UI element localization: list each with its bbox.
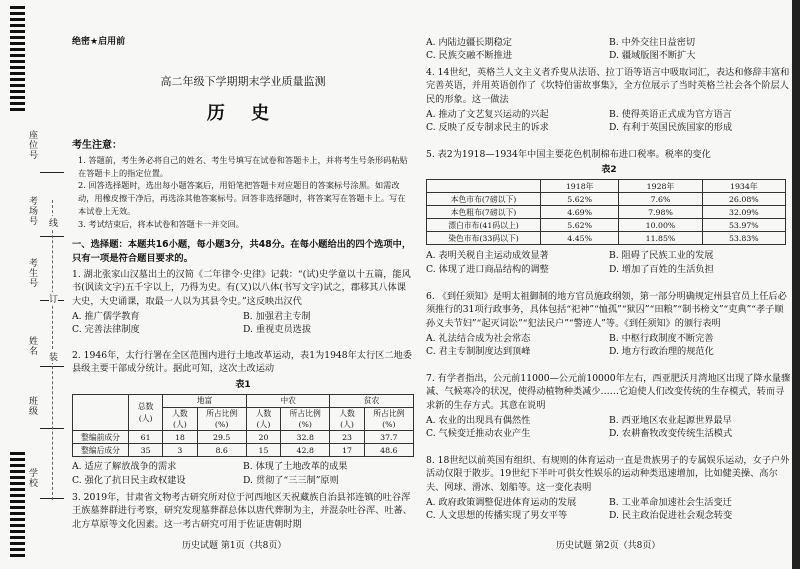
option-c[interactable]: C. 反映了反专制求民主的诉求 — [426, 122, 549, 134]
option-c[interactable]: C. 君主专制制度达到顶峰 — [426, 346, 531, 358]
school-label: 学校 — [27, 468, 37, 488]
option-c[interactable]: C. 民族交融不断推进 — [426, 50, 513, 62]
option-a[interactable]: A. 农业的出现具有偶然性 — [426, 415, 531, 427]
option-b[interactable]: B. 体现了土地改革的成果 — [243, 461, 348, 473]
table-header: 地富 — [163, 394, 247, 407]
option-b[interactable]: B. 阻碍了民族工业的发展 — [609, 250, 714, 262]
table-row: 整编前成分 61 18 29.5 20 32.8 23 37.7 — [73, 431, 414, 444]
option-b[interactable]: B. 中外交往日益密切 — [609, 37, 696, 48]
question-3-options — [426, 36, 792, 63]
table-header: 中农 — [246, 394, 330, 407]
option-a[interactable]: A. 政府政策调整促进体育运动的发展 — [426, 497, 577, 509]
student-no-label: 考生号 — [27, 258, 37, 288]
question-stem: 7. 有学者指出，公元前11000—公元前10000年左右，西亚肥沃月湾地区出现了降水量骤减、气候寒冷的状况，使得动植物种类减少……它迫使人们改变传统的生存模式，转而寻求新的生存方式。其意在说明 — [426, 373, 791, 411]
table-caption: 表1 — [235, 379, 251, 390]
question-1 — [72, 268, 414, 337]
question-4 — [426, 66, 792, 135]
option-c[interactable]: C. 强化了抗日民主政权建设 — [72, 474, 186, 486]
question-5 — [426, 148, 792, 276]
option-b[interactable]: B. 西亚地区农业起源世界最早 — [609, 415, 732, 427]
page-footer: 历史试题 第1页（共8页） — [182, 541, 287, 551]
table-header: 1934年 — [702, 180, 785, 193]
question-stem: 2. 1946年，太行行署在全区范围内进行土地改革运动，表1为1948年太行区二地委县级主要干部成分统计。据此可知，这次土改运动 — [72, 350, 412, 375]
notice-item: 1. 答题前，考生务必将自己的姓名、考生号填写在试卷和答题卡上，并将考生号条形码粘贴在答题卡上的指定位置。 — [78, 155, 408, 178]
options — [72, 310, 414, 337]
option-a[interactable]: A. 推广儒学教育 — [72, 311, 140, 323]
table-row: 漂白市布(41码以上) 5.62% 10.00% 53.97% — [427, 219, 786, 232]
section-heading: 一、选择题：本题共16小题，每小题3分，共48分。在每小题给出的四个选项中，只有一项是符合题目要求的。 — [72, 239, 412, 264]
question-stem: 1. 湖北张家山汉墓出土的汉简《二年律令·史律》记载：“(试)史学童以十五篇，能风书(讽读文字)五千字以上，乃得为史。有(又)以八体(书写文字)试之，郡移其八体课大史，大史诵课，取最一人以为其县令史。”这反映出汉代 — [72, 269, 411, 307]
option-d[interactable]: D. 增加了百姓的生活负担 — [609, 263, 714, 275]
option-d[interactable]: D. 地方行政治理的规范化 — [609, 346, 714, 358]
options — [426, 249, 792, 276]
option-a[interactable]: A. 内陆边疆长期稳定 — [426, 37, 512, 48]
table-row: 本色市布(7磅以下) 5.62% 7.6% 26.08% — [427, 193, 786, 206]
table-subheader: 人数(人) — [330, 407, 364, 431]
table-subheader: 所占比例(%) — [364, 407, 413, 431]
table-header: 贫农 — [330, 394, 414, 407]
options — [426, 414, 792, 441]
class-label: 班级 — [27, 396, 37, 416]
notice-heading: 考生注意： — [72, 140, 122, 151]
question-3 — [72, 491, 414, 531]
option-a[interactable]: A. 推动了文艺复兴运动的兴起 — [426, 109, 549, 121]
page-edge-shadow — [792, 0, 800, 569]
option-d[interactable]: D. 民主政治促进社会观念转变 — [609, 510, 733, 522]
question-stem: 4. 14世纪，英格兰人文主义者乔叟从法语、拉丁语等语言中吸取词汇，表达和修辞丰富和完善英语，并用英语创作了《坎特伯雷故事集》，全方位展示了当时英格兰社会各个阶层人民的形象。这一做法 — [426, 67, 790, 105]
page-footer: 历史试题 第2页（共8页） — [556, 541, 661, 551]
question-2 — [72, 349, 414, 487]
table-header: 总数(人) — [129, 394, 163, 431]
seat-field[interactable] — [40, 172, 64, 173]
cut-mark-2: 订 — [49, 292, 58, 305]
cut-mark-3: 装 — [49, 350, 58, 363]
page-1 — [72, 0, 414, 569]
page-2 — [426, 0, 792, 569]
table-subheader: 人数(人) — [163, 407, 197, 431]
table-1 — [72, 394, 414, 458]
option-c[interactable]: C. 体现了进口商品结构的调整 — [426, 263, 549, 275]
option-b[interactable]: B. 中枢行政制度不断完善 — [609, 333, 714, 345]
table-subheader: 人数(人) — [246, 407, 280, 431]
subject-title: 历 史 — [206, 103, 280, 124]
table-header: 1928年 — [619, 180, 702, 193]
option-d[interactable]: D. 重视吏员选拔 — [243, 324, 312, 336]
option-d[interactable]: D. 农耕畜牧改变传统生活模式 — [609, 428, 733, 440]
table-row: 整编后成分 35 3 8.6 15 42.8 17 48.6 — [73, 444, 414, 457]
table-row: 本色粗布(7磅以下) 4.69% 7.98% 32.09% — [427, 206, 786, 219]
option-b[interactable]: B. 工业革命加速社会生活变迁 — [609, 497, 732, 509]
seat-label: 座位号 — [27, 130, 37, 160]
question-8 — [426, 454, 792, 523]
option-d[interactable]: D. 有利于英国民族国家的形成 — [609, 122, 733, 134]
question-stem: 6. 《到任须知》是明太祖御制的地方官员施政纲领，第一部分明确规定州县官员上任后必须推行的31项行政事务，具体包括“祀神”“恤孤”“狱囚”“田粮”“制书榜文”“吏典”“孝子顺孙义夫节妇”“起灭词讼”“犯法民户”“警迹人”等。《到任须知》的颁行表明 — [426, 291, 787, 329]
option-a[interactable]: A. 礼法结合成为社会常态 — [426, 333, 531, 345]
option-a[interactable]: A. 适应了解放战争的需求 — [72, 461, 177, 473]
options — [426, 36, 792, 63]
table-caption: 表2 — [601, 165, 617, 176]
question-6 — [426, 290, 792, 359]
table-subheader: 所占比例(%) — [281, 407, 330, 431]
option-d[interactable]: D. 贯彻了“三三制”原则 — [243, 474, 339, 486]
stripe-bottom — [10, 452, 25, 560]
table-2 — [426, 179, 786, 245]
question-stem: 8. 18世纪以前英国有组织、有规则的体育运动一直是贵族男子的专属娱乐运动，女子户外活动仅限于散步。19世纪下半叶可供女性娱乐的运动种类迅速增加，比如健美操、高尔夫、网球、滑冰、划船等。这一变化表明 — [426, 455, 790, 493]
question-7 — [426, 372, 792, 441]
notice-item: 2. 回答选择题时，选出每小题答案后，用铅笔把答题卡对应题目的答案标号涂黑。如需改动，用橡皮擦干净后，再选涂其他答案标号。回答非选择题时，将答案写在答题卡上。写在本试卷上无效。 — [78, 180, 406, 216]
option-c[interactable]: C. 人文思想的传播实现了男女平等 — [426, 510, 568, 522]
table-row: 染色市布(33码以下) 4.45% 11.85% 53.83% — [427, 232, 786, 245]
notice-item: 3. 考试结束后，将本试卷和答题卡一并交回。 — [78, 218, 244, 229]
option-a[interactable]: A. 表明关税自主运动成效显著 — [426, 250, 549, 262]
options — [426, 332, 792, 359]
options — [426, 108, 792, 135]
option-c[interactable]: C. 气候变迁推动农业产生 — [426, 428, 531, 440]
notice-list — [78, 154, 410, 230]
options — [72, 460, 414, 487]
exam-title: 高二年级下学期期末学业质量监测 — [160, 75, 326, 88]
option-d[interactable]: D. 疆域版图不断扩大 — [609, 50, 696, 62]
table-subheader: 所占比例(%) — [197, 407, 246, 431]
stripe-top — [10, 6, 25, 114]
question-stem: 3. 2019年，甘肃省文物考古研究所对位于河西地区天祝藏族自治县祁连镇的吐谷浑王族墓葬群进行考察，研究发现墓葬群总体以唐代葬制为主，并混杂吐谷浑、吐蕃、北方草原等文化因素。这一考古研究可用于佐证唐朝时期 — [72, 492, 412, 530]
confidential-mark: 绝密★启用前 — [72, 37, 126, 47]
table-header: 1918年 — [541, 180, 619, 193]
cut-mark-1: 线 — [49, 216, 58, 229]
binding-strip — [0, 0, 70, 569]
name-label: 姓名 — [27, 336, 37, 356]
options — [426, 496, 792, 523]
option-c[interactable]: C. 完善法律制度 — [72, 324, 140, 336]
option-b[interactable]: B. 使得英语正式成为官方语言 — [609, 109, 732, 121]
option-b[interactable]: B. 加强君主专制 — [243, 311, 311, 323]
exam-room-label: 考场号 — [27, 196, 37, 226]
question-stem: 5. 表2为1918—1934年中国主要花色机制棉布进口税率。税率的变化 — [426, 149, 711, 160]
